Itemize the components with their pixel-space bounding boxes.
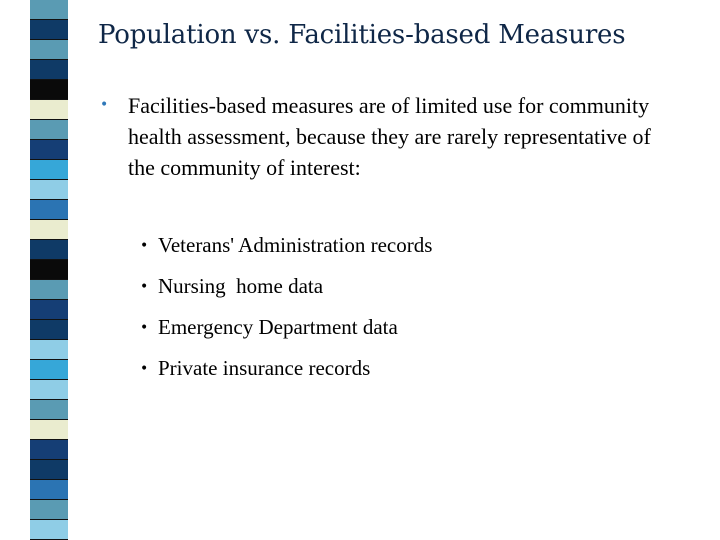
- sub-bullet-text: Emergency Department data: [158, 315, 398, 339]
- stripe: [30, 480, 68, 500]
- sub-bullet-item: [140, 225, 700, 266]
- stripe: [30, 20, 68, 40]
- stripe: [30, 140, 68, 160]
- stripe: [30, 220, 68, 240]
- sub-bullet-text: Private insurance records: [158, 356, 371, 380]
- stripe: [30, 280, 68, 300]
- stripe: [30, 360, 68, 380]
- stripe: [30, 520, 68, 540]
- stripe: [30, 180, 68, 200]
- stripe: [30, 400, 68, 420]
- sub-bullet-item: [140, 348, 700, 389]
- sub-bullet-list: [140, 225, 700, 389]
- stripe: [30, 460, 68, 480]
- stripe: [30, 440, 68, 460]
- stripe: [30, 240, 68, 260]
- stripe: [30, 160, 68, 180]
- stripe: [30, 200, 68, 220]
- sub-bullet-item: [140, 266, 700, 307]
- stripe: [30, 60, 68, 80]
- bullet-icon: •: [140, 237, 149, 254]
- main-bullet: [100, 90, 680, 183]
- stripe: [30, 80, 68, 100]
- stripe: [30, 420, 68, 440]
- stripe: [30, 320, 68, 340]
- decorative-stripe-bar: [30, 0, 68, 540]
- sub-bullet-item: [140, 307, 700, 348]
- main-bullet-text: Facilities-based measures are of limited use for community health assessment, because they are rarely representative of the community of interest:: [128, 93, 651, 180]
- stripe: [30, 300, 68, 320]
- slide-title: Population vs. Facilities-based Measures: [98, 20, 626, 50]
- stripe: [30, 500, 68, 520]
- stripe: [30, 380, 68, 400]
- stripe: [30, 260, 68, 280]
- bullet-icon: •: [140, 360, 149, 377]
- bullet-icon: •: [140, 278, 149, 295]
- sub-bullet-text: Nursing home data: [158, 274, 324, 298]
- stripe: [30, 340, 68, 360]
- stripe: [30, 40, 68, 60]
- stripe: [30, 120, 68, 140]
- stripe: [30, 0, 68, 20]
- stripe: [30, 100, 68, 120]
- bullet-icon: •: [100, 97, 109, 113]
- sub-bullet-text: Veterans' Administration records: [158, 233, 433, 257]
- bullet-icon: •: [140, 319, 149, 336]
